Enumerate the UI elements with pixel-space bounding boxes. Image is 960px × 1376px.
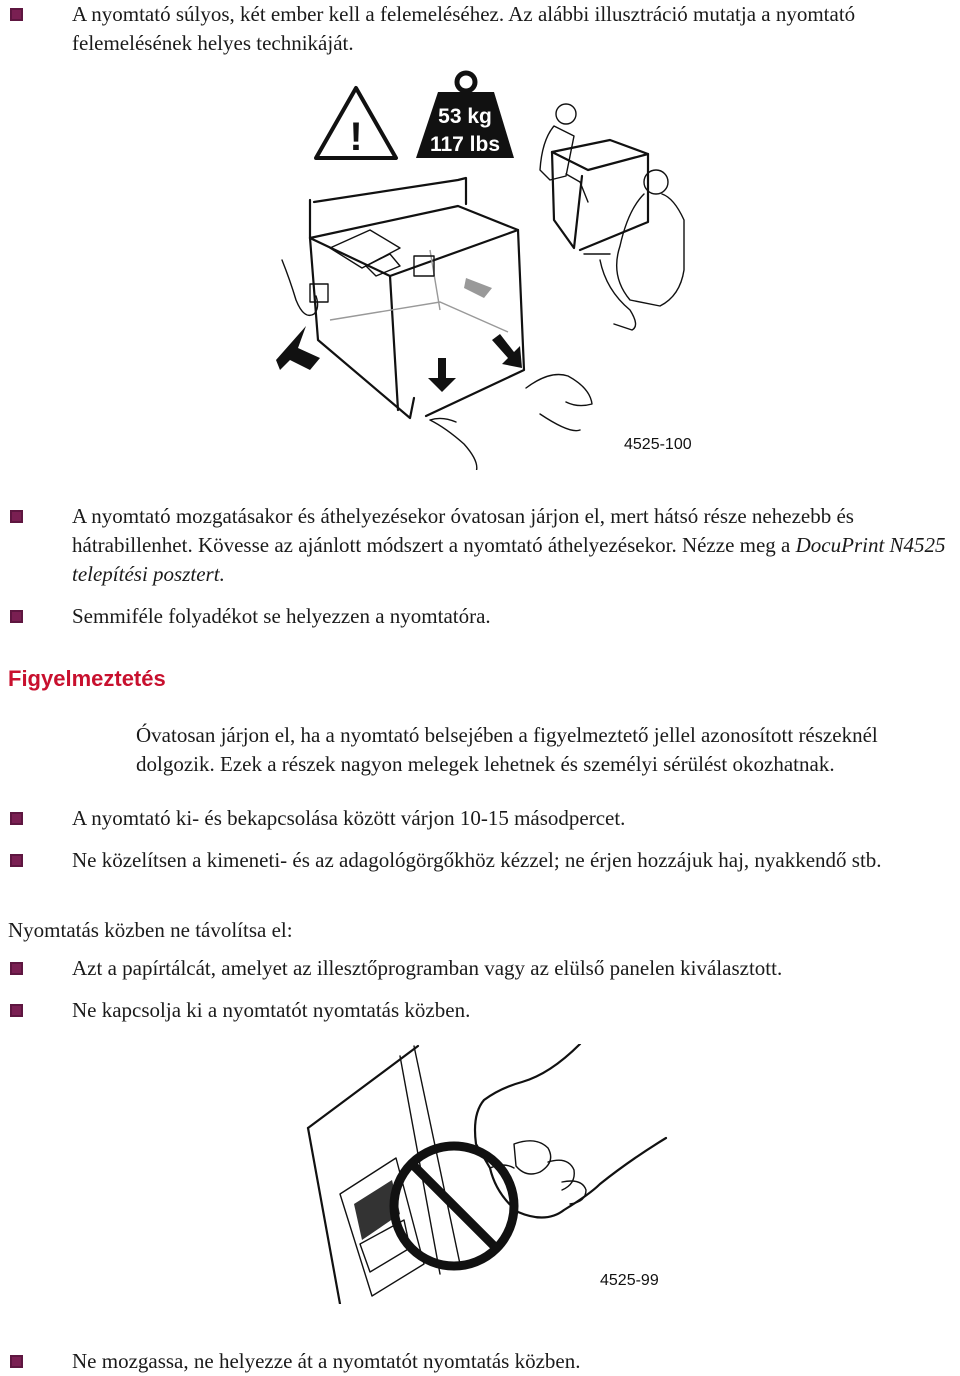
square-bullet-icon <box>10 812 23 825</box>
bullet-text: Semmiféle folyadékot se helyezzen a nyomtatóra. <box>72 604 491 628</box>
square-bullet-icon <box>10 1004 23 1017</box>
during-print-intro: Nyomtatás közben ne távolítsa el: <box>8 918 293 942</box>
no-tray-removal-illustration <box>300 1044 680 1304</box>
square-bullet-icon <box>10 854 23 867</box>
figure-label: 4525-100 <box>624 436 692 453</box>
warning-triangle-icon <box>316 88 396 159</box>
bullet-text: Ne kapcsolja ki a nyomtatót nyomtatás közben. <box>72 998 471 1022</box>
right-hand-drawing <box>526 375 592 431</box>
bullet-text-main: A nyomtató mozgatásakor és áthelyezésekor óvatosan járjon el, mert hátsó része nehezebb és hátrabillenhet. Kövesse az ajánlott módszert a nyomtató áthelyezésekor. Nézze meg a <box>72 504 854 557</box>
bullet-text: Azt a papírtálcát, amelyet az illesztőprogramban vagy az elülső panelen kiválasztott. <box>72 956 783 980</box>
bullet-text: Ne mozgassa, ne helyezze át a nyomtatót nyomtatás közben. <box>72 1349 581 1373</box>
square-bullet-icon <box>10 510 23 523</box>
warning-heading: Figyelmeztetés <box>8 666 166 691</box>
hand-drawing <box>475 1044 666 1218</box>
poster-reference: DocuPrint N4525 telepítési posztert. <box>72 533 946 586</box>
printer-drawing <box>310 178 524 418</box>
figure-label: 4525-99 <box>600 1272 659 1289</box>
warning-body: Óvatosan járjon el, ha a nyomtató belsejében a figyelmeztető jellel azonosított részeknél dolgozik. Ezek a részek nagyon melegek lehetnek és személyi sérülést okozhatnak. <box>136 723 878 776</box>
bullet-text: A nyomtató súlyos, két ember kell a felemeléséhez. Az alábbi illusztráció mutatja a nyomtató felemelésének helyes technikáját. <box>72 2 856 55</box>
bullet-text: A nyomtató ki- és bekapcsolása között várjon 10-15 másodpercet. <box>72 806 626 830</box>
square-bullet-icon <box>10 610 23 623</box>
warning-mark: ! <box>349 115 363 159</box>
square-bullet-icon <box>10 1355 23 1368</box>
bullet-text: Ne közelítsen a kimeneti- és az adagológörgőkhöz kézzel; ne érjen hozzájuk haj, nyakkendő stb. <box>72 848 882 872</box>
two-people-drawing <box>540 104 684 330</box>
weight-icon <box>416 73 514 158</box>
prohibition-icon <box>394 1146 514 1266</box>
bottom-hand-drawing <box>430 418 477 470</box>
bullet-text <box>72 502 958 589</box>
square-bullet-icon <box>10 962 23 975</box>
lifting-illustration <box>270 70 690 470</box>
square-bullet-icon <box>10 8 23 21</box>
weight-lbs: 117 lbs <box>429 133 501 156</box>
weight-kg: 53 kg <box>438 105 492 128</box>
lift-arrows <box>276 278 522 392</box>
